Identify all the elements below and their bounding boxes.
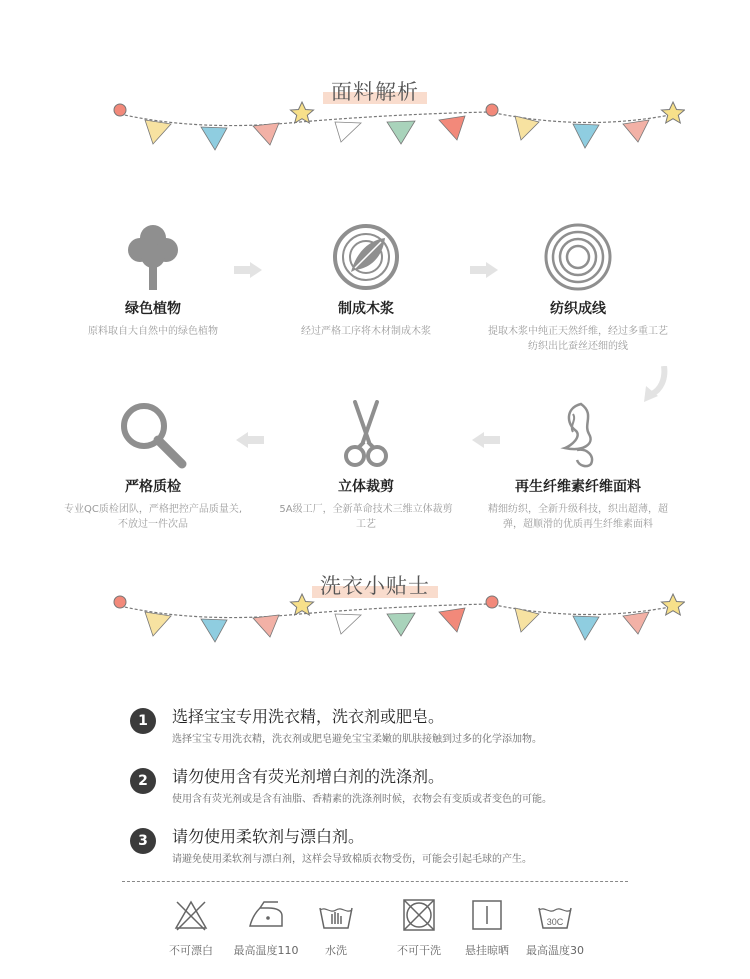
care-wash-max-30 [515, 898, 595, 958]
no-bleach-icon [173, 898, 209, 932]
care-label: 水洗 [325, 944, 347, 957]
step-title: 绿色植物 [125, 301, 181, 317]
wash-30-icon [535, 898, 575, 932]
care-label: 不可漂白 [169, 944, 213, 957]
step-green-plant [63, 222, 243, 339]
thread-circles-icon [543, 222, 613, 292]
step-title: 制成木浆 [338, 301, 394, 317]
iron-icon [246, 898, 286, 932]
hand-wash-icon [316, 898, 356, 932]
step-desc: 经过严格工序将木材制成木浆 [301, 326, 431, 337]
tip-number-badge: 1 [130, 708, 156, 734]
step-title: 立体裁剪 [338, 479, 394, 495]
step-regenerated-fabric [488, 400, 668, 532]
step-wood-pulp [276, 222, 456, 339]
step-3d-cutting [276, 400, 456, 532]
wash-title-text: 洗衣小贴士 [312, 570, 438, 600]
tip-desc: 选择宝宝专用洗衣精，洗衣剂或肥皂避免宝宝柔嫩的肌肤接触到过多的化学添加物。 [172, 734, 542, 745]
tip-desc: 请避免使用柔软剂与漂白剂，这样会导致棉质衣物受伤，可能会引起毛球的产生。 [172, 854, 532, 865]
tip-number-badge: 2 [130, 768, 156, 794]
step-desc: 精细纺织，全新升级科技，织出超薄，超弹，超顺滑的优质再生纤维素面料 [488, 504, 668, 530]
step-title: 严格质检 [125, 479, 181, 495]
care-label: 悬挂晾晒 [465, 944, 509, 957]
wash-temp-text: 30C [546, 917, 564, 927]
bunting-banner-top [95, 100, 685, 180]
arrow-right-icon [234, 262, 264, 278]
tip-title: 选择宝宝专用洗衣精，洗衣剂或肥皂。 [172, 707, 445, 726]
arrow-curve-down-icon [642, 366, 668, 402]
dashed-divider [122, 881, 628, 882]
arrow-left-icon [234, 432, 264, 448]
step-desc: 专业QC质检团队，严格把控产品质量关,不放过一件次品 [63, 504, 243, 530]
bunting-banner-bottom [95, 592, 685, 672]
tree-icon [118, 222, 188, 292]
care-iron-max-110 [226, 898, 306, 958]
care-label: 最高温度30 [526, 944, 584, 957]
fabric-fold-icon [543, 400, 613, 470]
step-desc: 提取木浆中纯正天然纤维，经过多重工艺纺织出比蚕丝还细的线 [488, 326, 668, 352]
scissors-icon [331, 400, 401, 470]
tip-desc: 使用含有荧光剂或是含有油脂、香精素的洗涤剂时候，衣物会有变质或者变色的可能。 [172, 794, 552, 805]
fabric-title-text: 面料解析 [323, 76, 427, 106]
no-dry-clean-icon [401, 898, 437, 932]
step-desc: 5A级工厂，全新革命技术三维立体裁剪工艺 [279, 504, 453, 530]
step-title: 纺织成线 [550, 301, 606, 317]
tip-title: 请勿使用含有荧光剂增白剂的洗涤剂。 [172, 767, 445, 786]
tip-number-badge: 3 [130, 828, 156, 854]
care-label: 最高温度110 [233, 944, 299, 957]
care-label: 不可干洗 [397, 944, 441, 957]
step-title: 再生纤维素纤维面料 [515, 479, 641, 495]
care-no-bleach [151, 898, 231, 958]
magnifier-icon [118, 400, 188, 470]
step-desc: 原料取自大自然中的绿色植物 [88, 326, 218, 337]
step-quality-check [63, 400, 243, 532]
care-hand-wash [296, 898, 376, 958]
tip-title: 请勿使用柔软剂与漂白剂。 [172, 827, 365, 846]
step-spinning-thread [488, 222, 668, 354]
wood-pulp-icon [331, 222, 401, 292]
hang-dry-icon [469, 898, 505, 932]
